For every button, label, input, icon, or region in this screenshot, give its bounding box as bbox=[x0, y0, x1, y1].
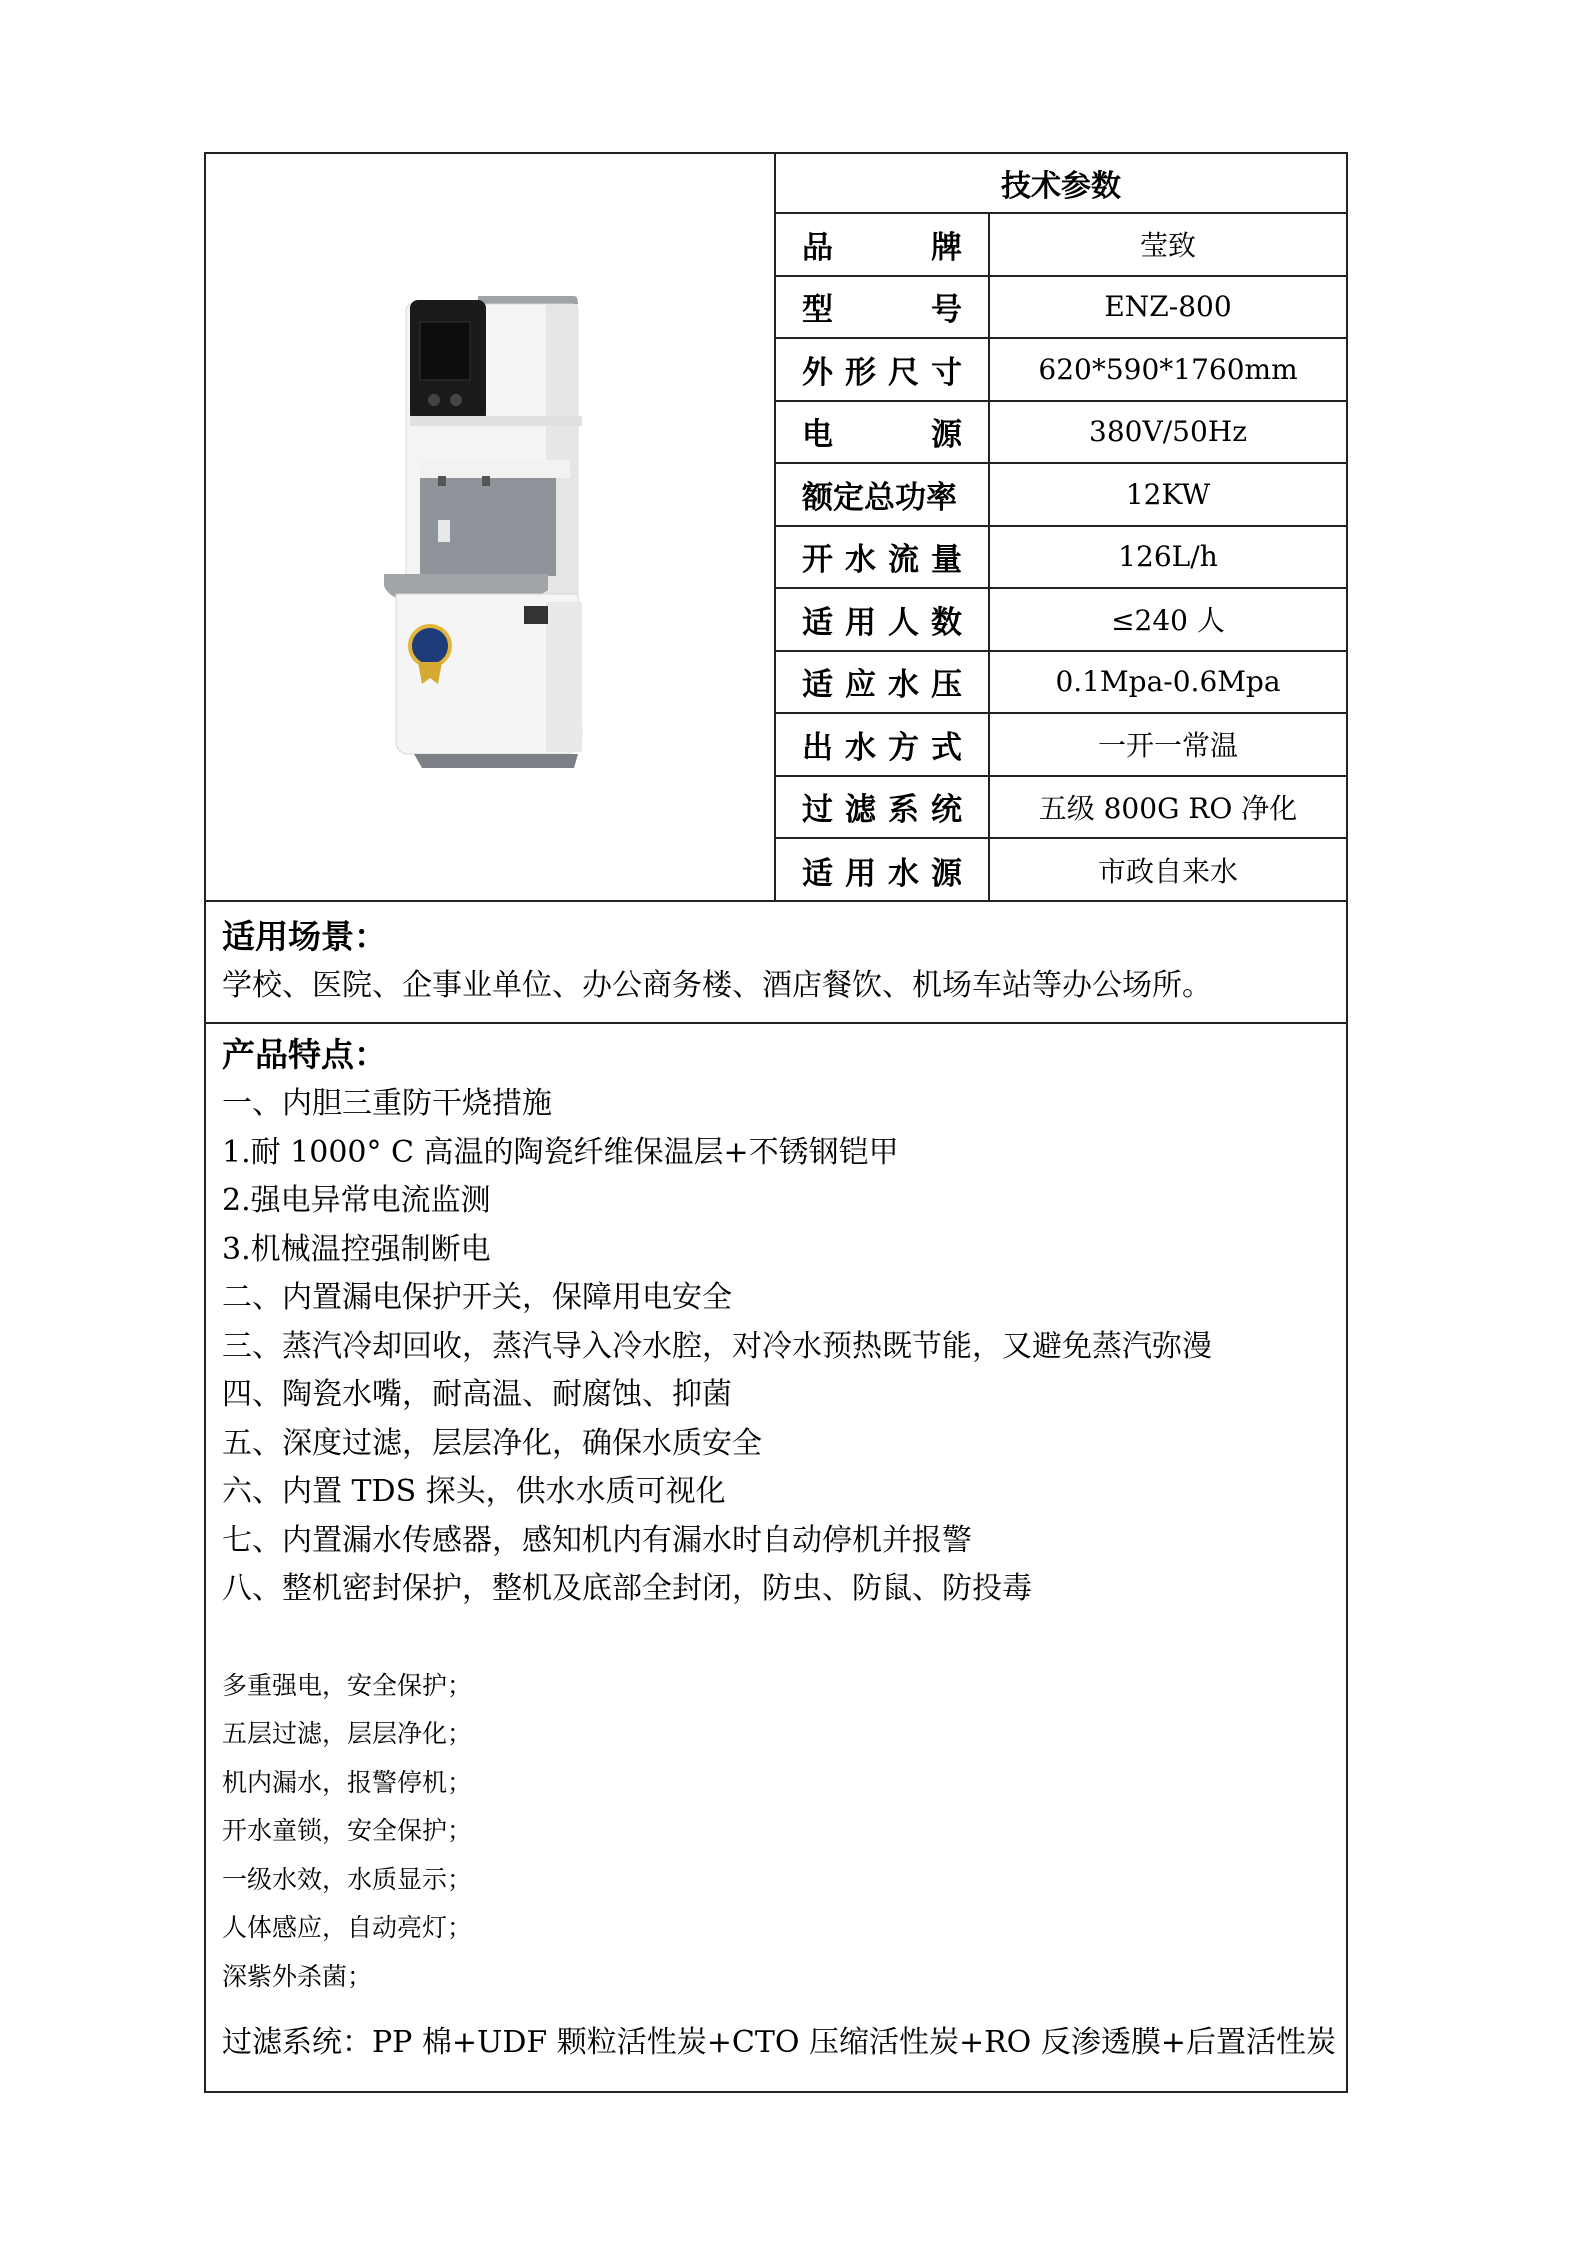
feature-line: 八、整机密封保护，整机及底部全封闭，防虫、防鼠、防投毒 bbox=[222, 1571, 1032, 1606]
spec-label-char: 水 bbox=[888, 855, 919, 892]
spec-label-char: 数 bbox=[931, 604, 962, 641]
spec-label bbox=[776, 277, 990, 338]
spec-label-char: 出 bbox=[802, 729, 833, 766]
spec-value: 一开一常温 bbox=[1097, 729, 1238, 763]
highlight-line: 一级水效，水质显示； bbox=[222, 1864, 473, 1894]
spec-label bbox=[776, 527, 990, 588]
spec-label-char: 适 bbox=[802, 667, 833, 704]
spec-label-char: 品 bbox=[802, 229, 833, 266]
scene-heading: 适用场景： bbox=[222, 917, 387, 956]
spec-label-char: 压 bbox=[931, 667, 962, 704]
spec-label bbox=[776, 652, 990, 713]
feature-line: 3.机械温控强制断电 bbox=[222, 1231, 491, 1267]
features-heading: 产品特点： bbox=[222, 1035, 387, 1074]
spec-label bbox=[776, 339, 990, 400]
spec-label-char: 用 bbox=[845, 855, 876, 892]
spec-value: 市政自来水 bbox=[1097, 855, 1238, 889]
spec-label-char: 寸 bbox=[931, 354, 962, 391]
spec-value: 五级 800G RO 净化 bbox=[1038, 791, 1298, 825]
spec-value: 126L/h bbox=[1118, 540, 1218, 574]
spec-label-char: 适 bbox=[802, 604, 833, 641]
spec-row bbox=[776, 402, 1346, 465]
feature-line: 一、内胆三重防干烧措施 bbox=[222, 1086, 552, 1121]
spec-label bbox=[776, 714, 990, 775]
spec-label-char: 形 bbox=[845, 354, 876, 391]
spec-label-char: 额定总功率 bbox=[802, 479, 957, 516]
features-section bbox=[206, 1024, 1346, 2074]
highlight-line: 开水童锁，安全保护； bbox=[222, 1816, 473, 1845]
spec-label-char: 人 bbox=[888, 604, 919, 641]
spec-row bbox=[776, 777, 1346, 840]
document-table bbox=[204, 152, 1348, 2093]
spec-label-char: 型 bbox=[802, 292, 833, 329]
spec-label-char: 应 bbox=[845, 667, 876, 704]
feature-line: 三、蒸汽冷却回收，蒸汽导入冷水腔，对冷水预热既节能，又避免蒸汽弥漫 bbox=[222, 1328, 1212, 1364]
spec-label bbox=[776, 214, 990, 275]
spec-label-char: 量 bbox=[931, 542, 962, 579]
spec-label bbox=[776, 777, 990, 838]
water-dispenser-image bbox=[206, 154, 772, 900]
spec-label-char: 方 bbox=[888, 729, 919, 766]
feature-line: 2.强电异常电流监测 bbox=[222, 1183, 491, 1218]
spec-row bbox=[776, 589, 1346, 652]
spec-label-char: 用 bbox=[845, 604, 876, 641]
spec-table bbox=[776, 154, 1346, 902]
spec-row bbox=[776, 339, 1346, 402]
top-section bbox=[206, 154, 1346, 902]
spec-label-char: 滤 bbox=[845, 792, 876, 829]
spec-label bbox=[776, 839, 990, 902]
spec-label-char: 源 bbox=[931, 855, 962, 892]
spec-label-char: 外 bbox=[802, 354, 833, 391]
spec-row bbox=[776, 464, 1346, 527]
highlight-line: 深紫外杀菌； bbox=[222, 1961, 373, 1991]
scene-text: 学校、医院、企事业单位、办公商务楼、酒店餐饮、机场车站等办公场所。 bbox=[222, 968, 1212, 1003]
spec-label-char: 适 bbox=[802, 855, 833, 892]
spec-value: 12KW bbox=[1125, 477, 1211, 511]
feature-line: 六、内置 TDS 探头，供水水质可视化 bbox=[222, 1474, 726, 1509]
spec-value: 0.1Mpa-0.6Mpa bbox=[1055, 665, 1281, 699]
spec-label-char: 开 bbox=[802, 542, 833, 579]
spec-label-char: 尺 bbox=[888, 354, 919, 391]
spec-label-char: 水 bbox=[845, 729, 876, 766]
spec-row bbox=[776, 527, 1346, 590]
spec-label-char: 式 bbox=[931, 729, 962, 766]
highlight-line: 机内漏水，报警停机； bbox=[222, 1767, 473, 1797]
feature-line: 五、深度过滤，层层净化，确保水质安全 bbox=[222, 1425, 762, 1461]
spec-value: ≤240 人 bbox=[1111, 604, 1225, 638]
spec-label-char: 水 bbox=[888, 667, 919, 704]
product-image-cell bbox=[206, 154, 776, 900]
spec-label-char: 统 bbox=[931, 792, 962, 829]
spec-row bbox=[776, 214, 1346, 277]
spec-value: 莹致 bbox=[1139, 229, 1196, 263]
spec-title: 技术参数 bbox=[776, 154, 1346, 214]
highlight-line: 人体感应，自动亮灯； bbox=[222, 1913, 473, 1942]
spec-row bbox=[776, 652, 1346, 715]
spec-label-char: 号 bbox=[931, 292, 962, 329]
feature-line: 七、内置漏水传感器，感知机内有漏水时自动停机并报警 bbox=[222, 1522, 972, 1558]
spec-label bbox=[776, 464, 990, 525]
spec-row bbox=[776, 839, 1346, 902]
spec-label-char: 牌 bbox=[931, 229, 962, 266]
spec-row bbox=[776, 714, 1346, 777]
spec-label-char: 系 bbox=[888, 792, 919, 829]
spec-label-char: 水 bbox=[845, 542, 876, 579]
spec-label-char: 过 bbox=[802, 792, 833, 829]
feature-line: 四、陶瓷水嘴，耐高温、耐腐蚀、抑菌 bbox=[222, 1377, 732, 1412]
highlight-line: 多重强电，安全保护； bbox=[222, 1670, 473, 1700]
filter-system-line: 过滤系统：PP 棉+UDF 颗粒活性炭+CTO 压缩活性炭+RO 反渗透膜+后置活性炭 bbox=[222, 2025, 1336, 2060]
feature-line: 1.耐 1000° C 高温的陶瓷纤维保温层+不锈钢铠甲 bbox=[222, 1134, 899, 1170]
spec-label-char: 流 bbox=[888, 542, 919, 579]
spec-label bbox=[776, 402, 990, 463]
spec-value: ENZ-800 bbox=[1104, 290, 1232, 324]
spec-label-char: 源 bbox=[931, 417, 962, 454]
spec-value: 620*590*1760mm bbox=[1038, 352, 1298, 386]
feature-line: 二、内置漏电保护开关，保障用电安全 bbox=[222, 1280, 732, 1315]
spec-label bbox=[776, 589, 990, 650]
scene-section bbox=[206, 902, 1346, 1024]
spec-label-char: 电 bbox=[802, 417, 833, 454]
highlight-line: 五层过滤，层层净化； bbox=[222, 1719, 473, 1748]
spec-row bbox=[776, 277, 1346, 340]
spec-value: 380V/50Hz bbox=[1089, 415, 1247, 449]
